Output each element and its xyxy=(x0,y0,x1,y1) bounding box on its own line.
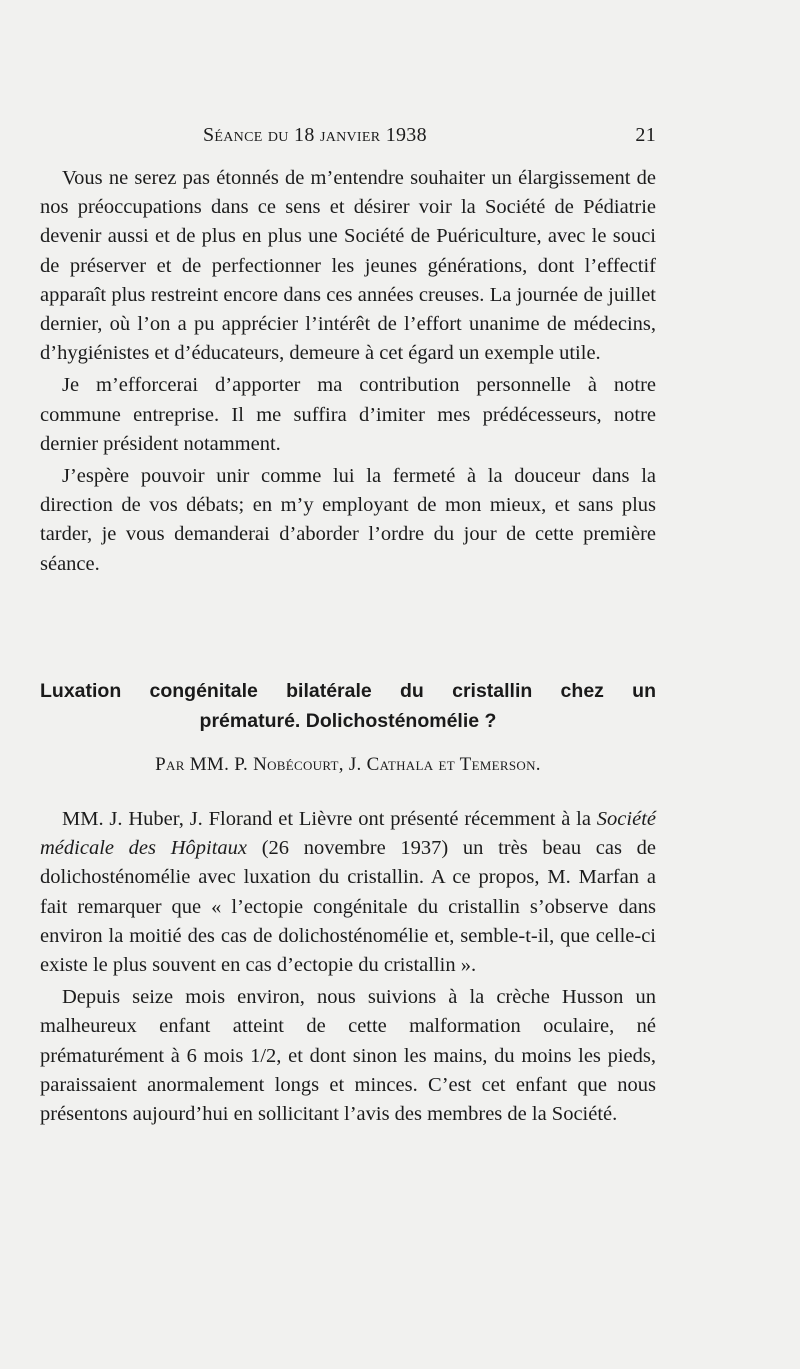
article-title xyxy=(40,676,656,736)
article-paragraph-1-end: (26 novembre 1937) un très beau cas de dolichosténomélie avec luxation du cristallin. A ce propos, M. Marfan a fait remarquer que « l’ectopie congénitale du cristallin s’observe dans environ la moitié des cas de dolichosténomélie et, semble-t-il, que celle-ci existe le plus souvent en cas d’ectopie du cristallin ». xyxy=(40,837,656,977)
intro-text xyxy=(40,164,656,579)
intro-paragraph-2: Je m’efforcerai d’apporter ma contribution personnelle à notre commune entreprise. Il me suffira d’imiter mes prédécesseurs, notre dernier président notamment. xyxy=(40,374,656,455)
running-head-month: janvier xyxy=(319,124,381,146)
running-head-title xyxy=(203,124,427,147)
article-body xyxy=(40,805,656,1129)
intro-paragraph-1: Vous ne serez pas étonnés de m’entendre souhaiter un élargissement de nos préoccupations dans ce sens et désirer voir la Société de Pédiatrie devenir aussi et de plus en plus une Société de Puériculture, avec le souci de préserver et de perfectionner les jeunes générations, dont l’effectif apparaît plus restreint encore dans ces années creuses. La journée de juillet dernier, où l’on a pu apprécier l’intérêt de l’effort unanime de médecins, d’hygiénistes et d’éducateurs, demeure à cet égard un exemple utile. xyxy=(40,167,656,365)
intro-paragraph-3: J’espère pouvoir unir comme lui la fermeté à la douceur dans la direction de vos débats; en m’y employant de mon mieux, et sans plus tarder, je vous demanderai d’aborder l’ordre du jour de cette première séance. xyxy=(40,465,656,575)
running-head-prefix: Séance du xyxy=(203,124,289,146)
article-paragraph-1-start: MM. J. Huber, J. Florand et Lièvre ont présenté récemment à la xyxy=(62,808,597,830)
article-title-line-1: Luxation congénitale bilatérale du cristallin chez un xyxy=(40,680,656,702)
article-paragraph-1 xyxy=(40,805,656,980)
page-number: 21 xyxy=(635,124,656,146)
running-head-year: 1938 xyxy=(385,124,427,146)
article-paragraph-2: Depuis seize mois environ, nous suivions à la crèche Husson un malheureux enfant atteint de cette malformation oculaire, né prématurément à 6 mois 1/2, et dont sinon les mains, du moins les pieds, paraissaient anormalement longs et minces. C’est cet enfant que nous présentons aujourd’hui en sollicitant l’avis des membres de la Société. xyxy=(40,986,656,1126)
running-head-day: 18 xyxy=(294,124,315,146)
journal-name: Société médicale des Hôpitaux xyxy=(40,808,656,860)
article-title-line-2: prématuré. Dolichosténomélie ? xyxy=(199,710,497,732)
article-authors: Par MM. P. Nobécourt, J. Cathala et Temerson. xyxy=(155,754,541,775)
